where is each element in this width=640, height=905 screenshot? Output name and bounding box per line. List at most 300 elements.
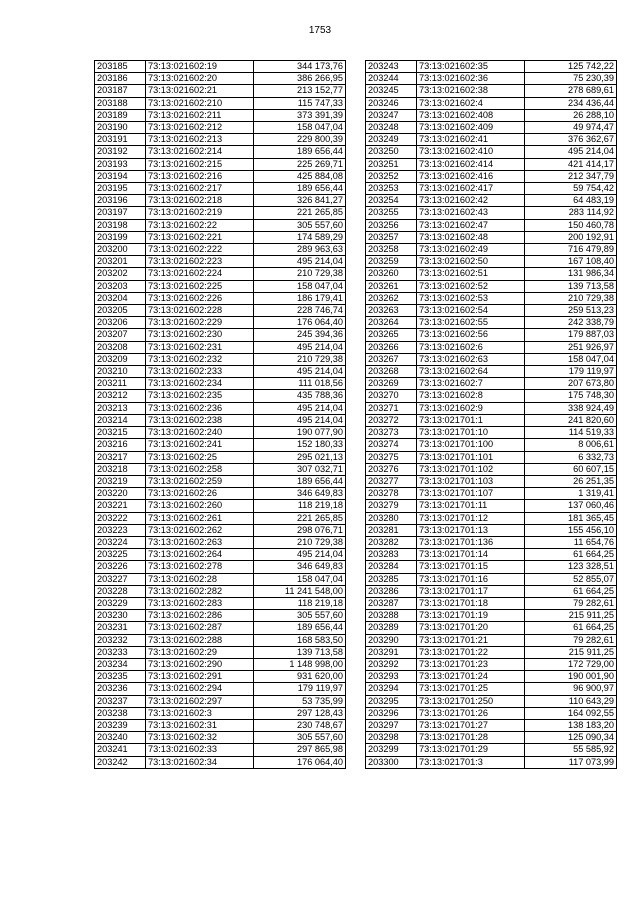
cadastral-number-cell: 73:13:021602:210 bbox=[146, 97, 254, 109]
table-row bbox=[366, 585, 617, 597]
cadastral-number-cell: 73:13:021602:51 bbox=[417, 268, 525, 280]
table-row bbox=[95, 219, 346, 231]
cadastral-number-cell: 73:13:021602:49 bbox=[417, 244, 525, 256]
row-number-cell: 203228 bbox=[95, 585, 146, 597]
ledger-table-left bbox=[94, 60, 346, 769]
row-number-cell: 203256 bbox=[366, 219, 417, 231]
cadastral-number-cell: 73:13:021602:290 bbox=[146, 658, 254, 670]
row-number-cell: 203284 bbox=[366, 561, 417, 573]
value-cell: 421 414,17 bbox=[525, 158, 617, 170]
value-cell: 297 865,98 bbox=[254, 744, 346, 756]
row-number-cell: 203225 bbox=[95, 549, 146, 561]
value-cell: 234 436,44 bbox=[525, 97, 617, 109]
table-row bbox=[366, 85, 617, 97]
row-number-cell: 203286 bbox=[366, 585, 417, 597]
row-number-cell: 203242 bbox=[95, 756, 146, 768]
table-row bbox=[95, 634, 346, 646]
value-cell: 179 119,97 bbox=[525, 366, 617, 378]
value-cell: 283 114,92 bbox=[525, 207, 617, 219]
table-row bbox=[366, 707, 617, 719]
cadastral-number-cell: 73:13:021701:102 bbox=[417, 463, 525, 475]
table-row bbox=[95, 97, 346, 109]
row-number-cell: 203299 bbox=[366, 744, 417, 756]
table-row bbox=[366, 683, 617, 695]
cadastral-number-cell: 73:13:021701:19 bbox=[417, 610, 525, 622]
value-cell: 176 064,40 bbox=[254, 756, 346, 768]
value-cell: 221 265,85 bbox=[254, 207, 346, 219]
table-row bbox=[95, 622, 346, 634]
table-row bbox=[95, 366, 346, 378]
value-cell: 297 128,43 bbox=[254, 707, 346, 719]
value-cell: 495 214,04 bbox=[254, 402, 346, 414]
cadastral-number-cell: 73:13:021602:43 bbox=[417, 207, 525, 219]
cadastral-number-cell: 73:13:021701:20 bbox=[417, 622, 525, 634]
cadastral-number-cell: 73:13:021602:294 bbox=[146, 683, 254, 695]
row-number-cell: 203246 bbox=[366, 97, 417, 109]
cadastral-number-cell: 73:13:021602:34 bbox=[146, 756, 254, 768]
cadastral-number-cell: 73:13:021602:414 bbox=[417, 158, 525, 170]
value-cell: 225 269,71 bbox=[254, 158, 346, 170]
row-number-cell: 203282 bbox=[366, 536, 417, 548]
value-cell: 242 338,79 bbox=[525, 317, 617, 329]
value-cell: 114 519,33 bbox=[525, 427, 617, 439]
row-number-cell: 203280 bbox=[366, 512, 417, 524]
row-number-cell: 203249 bbox=[366, 134, 417, 146]
cadastral-number-cell: 73:13:021602:263 bbox=[146, 536, 254, 548]
cadastral-number-cell: 73:13:021602:230 bbox=[146, 329, 254, 341]
value-cell: 190 077,90 bbox=[254, 427, 346, 439]
table-row bbox=[95, 305, 346, 317]
row-number-cell: 203208 bbox=[95, 341, 146, 353]
value-cell: 60 607,15 bbox=[525, 463, 617, 475]
table-row bbox=[95, 695, 346, 707]
table-row bbox=[366, 536, 617, 548]
row-number-cell: 203191 bbox=[95, 134, 146, 146]
table-row bbox=[95, 183, 346, 195]
row-number-cell: 203202 bbox=[95, 268, 146, 280]
value-cell: 158 047,04 bbox=[254, 122, 346, 134]
cadastral-number-cell: 73:13:021602:238 bbox=[146, 414, 254, 426]
table-row bbox=[366, 646, 617, 658]
table-row bbox=[95, 207, 346, 219]
value-cell: 210 729,38 bbox=[254, 353, 346, 365]
value-cell: 172 729,00 bbox=[525, 658, 617, 670]
cadastral-number-cell: 73:13:021701:12 bbox=[417, 512, 525, 524]
row-number-cell: 203197 bbox=[95, 207, 146, 219]
table-row bbox=[366, 317, 617, 329]
value-cell: 251 926,97 bbox=[525, 341, 617, 353]
value-cell: 495 214,04 bbox=[525, 146, 617, 158]
value-cell: 11 654,76 bbox=[525, 536, 617, 548]
cadastral-number-cell: 73:13:021602:278 bbox=[146, 561, 254, 573]
cadastral-number-cell: 73:13:021701:107 bbox=[417, 488, 525, 500]
row-number-cell: 203257 bbox=[366, 231, 417, 243]
value-cell: 26 251,35 bbox=[525, 475, 617, 487]
row-number-cell: 203270 bbox=[366, 390, 417, 402]
table-row bbox=[95, 488, 346, 500]
row-number-cell: 203251 bbox=[366, 158, 417, 170]
row-number-cell: 203277 bbox=[366, 475, 417, 487]
row-number-cell: 203237 bbox=[95, 695, 146, 707]
cadastral-number-cell: 73:13:021602:232 bbox=[146, 353, 254, 365]
table-row bbox=[366, 561, 617, 573]
row-number-cell: 203196 bbox=[95, 195, 146, 207]
row-number-cell: 203233 bbox=[95, 646, 146, 658]
row-number-cell: 203205 bbox=[95, 305, 146, 317]
cadastral-number-cell: 73:13:021602:260 bbox=[146, 500, 254, 512]
cadastral-number-cell: 73:13:021701:17 bbox=[417, 585, 525, 597]
row-number-cell: 203224 bbox=[95, 536, 146, 548]
row-number-cell: 203300 bbox=[366, 756, 417, 768]
table-row bbox=[95, 390, 346, 402]
table-row bbox=[366, 244, 617, 256]
table-row bbox=[95, 719, 346, 731]
cadastral-number-cell: 73:13:021602:259 bbox=[146, 475, 254, 487]
value-cell: 137 060,46 bbox=[525, 500, 617, 512]
value-cell: 495 214,04 bbox=[254, 366, 346, 378]
table-row bbox=[366, 158, 617, 170]
row-number-cell: 203250 bbox=[366, 146, 417, 158]
value-cell: 189 656,44 bbox=[254, 146, 346, 158]
table-row bbox=[366, 73, 617, 85]
value-cell: 79 282,61 bbox=[525, 634, 617, 646]
value-cell: 230 748,67 bbox=[254, 719, 346, 731]
value-cell: 186 179,41 bbox=[254, 292, 346, 304]
row-number-cell: 203222 bbox=[95, 512, 146, 524]
cadastral-number-cell: 73:13:021602:214 bbox=[146, 146, 254, 158]
value-cell: 8 006,61 bbox=[525, 439, 617, 451]
row-number-cell: 203266 bbox=[366, 341, 417, 353]
ledger-table-right bbox=[365, 60, 617, 769]
cadastral-number-cell: 73:13:021602:229 bbox=[146, 317, 254, 329]
table-row bbox=[366, 305, 617, 317]
value-cell: 435 788,36 bbox=[254, 390, 346, 402]
value-cell: 125 742,22 bbox=[525, 61, 617, 73]
value-cell: 305 557,60 bbox=[254, 219, 346, 231]
table-row bbox=[366, 573, 617, 585]
row-number-cell: 203269 bbox=[366, 378, 417, 390]
table-row bbox=[95, 268, 346, 280]
row-number-cell: 203295 bbox=[366, 695, 417, 707]
cadastral-number-cell: 73:13:021602:283 bbox=[146, 597, 254, 609]
table-row bbox=[95, 329, 346, 341]
value-cell: 79 282,61 bbox=[525, 597, 617, 609]
row-number-cell: 203235 bbox=[95, 671, 146, 683]
table-row bbox=[366, 488, 617, 500]
cadastral-number-cell: 73:13:021602:20 bbox=[146, 73, 254, 85]
table-row bbox=[366, 366, 617, 378]
cadastral-number-cell: 73:13:021602:47 bbox=[417, 219, 525, 231]
cadastral-number-cell: 73:13:021602:297 bbox=[146, 695, 254, 707]
row-number-cell: 203273 bbox=[366, 427, 417, 439]
row-number-cell: 203297 bbox=[366, 719, 417, 731]
row-number-cell: 203239 bbox=[95, 719, 146, 731]
cadastral-number-cell: 73:13:021602:223 bbox=[146, 256, 254, 268]
table-row bbox=[95, 73, 346, 85]
value-cell: 259 513,23 bbox=[525, 305, 617, 317]
table-row bbox=[366, 256, 617, 268]
cadastral-number-cell: 73:13:021602:53 bbox=[417, 292, 525, 304]
table-row bbox=[95, 573, 346, 585]
cadastral-number-cell: 73:13:021602:286 bbox=[146, 610, 254, 622]
value-cell: 6 332,73 bbox=[525, 451, 617, 463]
row-number-cell: 203248 bbox=[366, 122, 417, 134]
row-number-cell: 203261 bbox=[366, 280, 417, 292]
table-row bbox=[95, 451, 346, 463]
cadastral-number-cell: 73:13:021602:8 bbox=[417, 390, 525, 402]
value-cell: 158 047,04 bbox=[525, 353, 617, 365]
value-cell: 278 689,61 bbox=[525, 85, 617, 97]
table-row bbox=[366, 122, 617, 134]
row-number-cell: 203193 bbox=[95, 158, 146, 170]
row-number-cell: 203268 bbox=[366, 366, 417, 378]
cadastral-number-cell: 73:13:021701:22 bbox=[417, 646, 525, 658]
cadastral-number-cell: 73:13:021602:26 bbox=[146, 488, 254, 500]
row-number-cell: 203241 bbox=[95, 744, 146, 756]
table-row bbox=[366, 183, 617, 195]
cadastral-number-cell: 73:13:021602:291 bbox=[146, 671, 254, 683]
value-cell: 168 583,50 bbox=[254, 634, 346, 646]
value-cell: 210 729,38 bbox=[254, 536, 346, 548]
table-row bbox=[95, 549, 346, 561]
cadastral-number-cell: 73:13:021602:231 bbox=[146, 341, 254, 353]
cadastral-number-cell: 73:13:021602:287 bbox=[146, 622, 254, 634]
value-cell: 115 747,33 bbox=[254, 97, 346, 109]
table-row bbox=[366, 402, 617, 414]
cadastral-number-cell: 73:13:021701:13 bbox=[417, 524, 525, 536]
row-number-cell: 203259 bbox=[366, 256, 417, 268]
value-cell: 344 173,76 bbox=[254, 61, 346, 73]
table-row bbox=[95, 85, 346, 97]
cadastral-number-cell: 73:13:021701:28 bbox=[417, 732, 525, 744]
value-cell: 305 557,60 bbox=[254, 610, 346, 622]
cadastral-number-cell: 73:13:021602:224 bbox=[146, 268, 254, 280]
value-cell: 179 887,03 bbox=[525, 329, 617, 341]
page-number: 1753 bbox=[308, 25, 332, 36]
cadastral-number-cell: 73:13:021701:29 bbox=[417, 744, 525, 756]
table-row bbox=[366, 414, 617, 426]
cadastral-number-cell: 73:13:021602:38 bbox=[417, 85, 525, 97]
cadastral-number-cell: 73:13:021602:416 bbox=[417, 170, 525, 182]
row-number-cell: 203189 bbox=[95, 109, 146, 121]
value-cell: 125 090,34 bbox=[525, 732, 617, 744]
value-cell: 175 748,30 bbox=[525, 390, 617, 402]
table-row bbox=[366, 475, 617, 487]
table-row bbox=[366, 146, 617, 158]
row-number-cell: 203247 bbox=[366, 109, 417, 121]
value-cell: 61 664,25 bbox=[525, 549, 617, 561]
row-number-cell: 203281 bbox=[366, 524, 417, 536]
value-cell: 200 192,91 bbox=[525, 231, 617, 243]
value-cell: 152 180,33 bbox=[254, 439, 346, 451]
row-number-cell: 203212 bbox=[95, 390, 146, 402]
row-number-cell: 203203 bbox=[95, 280, 146, 292]
table-row bbox=[95, 683, 346, 695]
table-row bbox=[95, 280, 346, 292]
cadastral-number-cell: 73:13:021602:408 bbox=[417, 109, 525, 121]
cadastral-number-cell: 73:13:021701:101 bbox=[417, 451, 525, 463]
table-row bbox=[95, 353, 346, 365]
table-row bbox=[95, 122, 346, 134]
cadastral-number-cell: 73:13:021602:48 bbox=[417, 231, 525, 243]
cadastral-number-cell: 73:13:021602:9 bbox=[417, 402, 525, 414]
value-cell: 11 241 548,00 bbox=[254, 585, 346, 597]
row-number-cell: 203291 bbox=[366, 646, 417, 658]
row-number-cell: 203287 bbox=[366, 597, 417, 609]
table-row bbox=[95, 244, 346, 256]
row-number-cell: 203253 bbox=[366, 183, 417, 195]
value-cell: 139 713,58 bbox=[525, 280, 617, 292]
cadastral-number-cell: 73:13:021701:14 bbox=[417, 549, 525, 561]
value-cell: 64 483,19 bbox=[525, 195, 617, 207]
value-cell: 245 394,36 bbox=[254, 329, 346, 341]
table-row bbox=[366, 671, 617, 683]
value-cell: 138 183,20 bbox=[525, 719, 617, 731]
table-row bbox=[95, 671, 346, 683]
table-row bbox=[95, 134, 346, 146]
table-row bbox=[95, 158, 346, 170]
table-row bbox=[95, 610, 346, 622]
table-row bbox=[366, 622, 617, 634]
cadastral-number-cell: 73:13:021602:228 bbox=[146, 305, 254, 317]
row-number-cell: 203243 bbox=[366, 61, 417, 73]
table-row bbox=[95, 292, 346, 304]
cadastral-number-cell: 73:13:021602:6 bbox=[417, 341, 525, 353]
table-row bbox=[95, 561, 346, 573]
table-row bbox=[95, 744, 346, 756]
row-number-cell: 203274 bbox=[366, 439, 417, 451]
value-cell: 61 664,25 bbox=[525, 622, 617, 634]
table-row bbox=[95, 536, 346, 548]
cadastral-number-cell: 73:13:021602:33 bbox=[146, 744, 254, 756]
table-row bbox=[366, 695, 617, 707]
value-cell: 376 362,67 bbox=[525, 134, 617, 146]
value-cell: 110 643,29 bbox=[525, 695, 617, 707]
row-number-cell: 203265 bbox=[366, 329, 417, 341]
row-number-cell: 203220 bbox=[95, 488, 146, 500]
table-row bbox=[95, 512, 346, 524]
value-cell: 59 754,42 bbox=[525, 183, 617, 195]
cadastral-number-cell: 73:13:021602:215 bbox=[146, 158, 254, 170]
row-number-cell: 203294 bbox=[366, 683, 417, 695]
row-number-cell: 203283 bbox=[366, 549, 417, 561]
table-row bbox=[366, 353, 617, 365]
table-row bbox=[95, 61, 346, 73]
cadastral-number-cell: 73:13:021701:10 bbox=[417, 427, 525, 439]
table-row bbox=[366, 195, 617, 207]
row-number-cell: 203190 bbox=[95, 122, 146, 134]
row-number-cell: 203185 bbox=[95, 61, 146, 73]
table-row bbox=[366, 439, 617, 451]
cadastral-number-cell: 73:13:021701:3 bbox=[417, 756, 525, 768]
value-cell: 298 076,71 bbox=[254, 524, 346, 536]
row-number-cell: 203231 bbox=[95, 622, 146, 634]
value-cell: 495 214,04 bbox=[254, 414, 346, 426]
row-number-cell: 203279 bbox=[366, 500, 417, 512]
cadastral-number-cell: 73:13:021602:25 bbox=[146, 451, 254, 463]
row-number-cell: 203296 bbox=[366, 707, 417, 719]
row-number-cell: 203292 bbox=[366, 658, 417, 670]
table-row bbox=[95, 231, 346, 243]
table-row bbox=[366, 97, 617, 109]
value-cell: 289 963,63 bbox=[254, 244, 346, 256]
row-number-cell: 203264 bbox=[366, 317, 417, 329]
cadastral-number-cell: 73:13:021602:212 bbox=[146, 122, 254, 134]
table-row bbox=[95, 402, 346, 414]
row-number-cell: 203198 bbox=[95, 219, 146, 231]
table-row bbox=[366, 134, 617, 146]
value-cell: 131 986,34 bbox=[525, 268, 617, 280]
cadastral-number-cell: 73:13:021701:27 bbox=[417, 719, 525, 731]
cadastral-number-cell: 73:13:021602:409 bbox=[417, 122, 525, 134]
row-number-cell: 203263 bbox=[366, 305, 417, 317]
row-number-cell: 203288 bbox=[366, 610, 417, 622]
cadastral-number-cell: 73:13:021701:24 bbox=[417, 671, 525, 683]
row-number-cell: 203285 bbox=[366, 573, 417, 585]
table-row bbox=[95, 427, 346, 439]
value-cell: 1 148 998,00 bbox=[254, 658, 346, 670]
value-cell: 174 589,29 bbox=[254, 231, 346, 243]
cadastral-number-cell: 73:13:021701:103 bbox=[417, 475, 525, 487]
table-row bbox=[366, 634, 617, 646]
row-number-cell: 203214 bbox=[95, 414, 146, 426]
row-number-cell: 203206 bbox=[95, 317, 146, 329]
cadastral-number-cell: 73:13:021602:3 bbox=[146, 707, 254, 719]
table-row bbox=[366, 597, 617, 609]
value-cell: 96 900,97 bbox=[525, 683, 617, 695]
cadastral-number-cell: 73:13:021602:222 bbox=[146, 244, 254, 256]
value-cell: 495 214,04 bbox=[254, 341, 346, 353]
row-number-cell: 203207 bbox=[95, 329, 146, 341]
value-cell: 215 911,25 bbox=[525, 646, 617, 658]
table-row bbox=[95, 195, 346, 207]
table-row bbox=[366, 744, 617, 756]
value-cell: 931 620,00 bbox=[254, 671, 346, 683]
cadastral-number-cell: 73:13:021701:100 bbox=[417, 439, 525, 451]
value-cell: 179 119,97 bbox=[254, 683, 346, 695]
table-row bbox=[366, 109, 617, 121]
value-cell: 75 230,39 bbox=[525, 73, 617, 85]
table-row bbox=[366, 756, 617, 768]
cadastral-number-cell: 73:13:021602:21 bbox=[146, 85, 254, 97]
cadastral-number-cell: 73:13:021602:221 bbox=[146, 231, 254, 243]
row-number-cell: 203244 bbox=[366, 73, 417, 85]
cadastral-number-cell: 73:13:021602:29 bbox=[146, 646, 254, 658]
value-cell: 189 656,44 bbox=[254, 622, 346, 634]
row-number-cell: 203252 bbox=[366, 170, 417, 182]
cadastral-number-cell: 73:13:021602:41 bbox=[417, 134, 525, 146]
table-row bbox=[366, 378, 617, 390]
table-row bbox=[366, 732, 617, 744]
row-number-cell: 203217 bbox=[95, 451, 146, 463]
value-cell: 307 032,71 bbox=[254, 463, 346, 475]
value-cell: 181 365,45 bbox=[525, 512, 617, 524]
cadastral-number-cell: 73:13:021602:54 bbox=[417, 305, 525, 317]
row-number-cell: 203254 bbox=[366, 195, 417, 207]
value-cell: 26 288,10 bbox=[525, 109, 617, 121]
row-number-cell: 203223 bbox=[95, 524, 146, 536]
value-cell: 295 021,13 bbox=[254, 451, 346, 463]
cadastral-number-cell: 73:13:021602:417 bbox=[417, 183, 525, 195]
value-cell: 150 460,78 bbox=[525, 219, 617, 231]
row-number-cell: 203289 bbox=[366, 622, 417, 634]
row-number-cell: 203232 bbox=[95, 634, 146, 646]
table-row bbox=[366, 292, 617, 304]
table-row bbox=[366, 427, 617, 439]
value-cell: 111 018,56 bbox=[254, 378, 346, 390]
row-number-cell: 203276 bbox=[366, 463, 417, 475]
value-cell: 118 219,18 bbox=[254, 597, 346, 609]
